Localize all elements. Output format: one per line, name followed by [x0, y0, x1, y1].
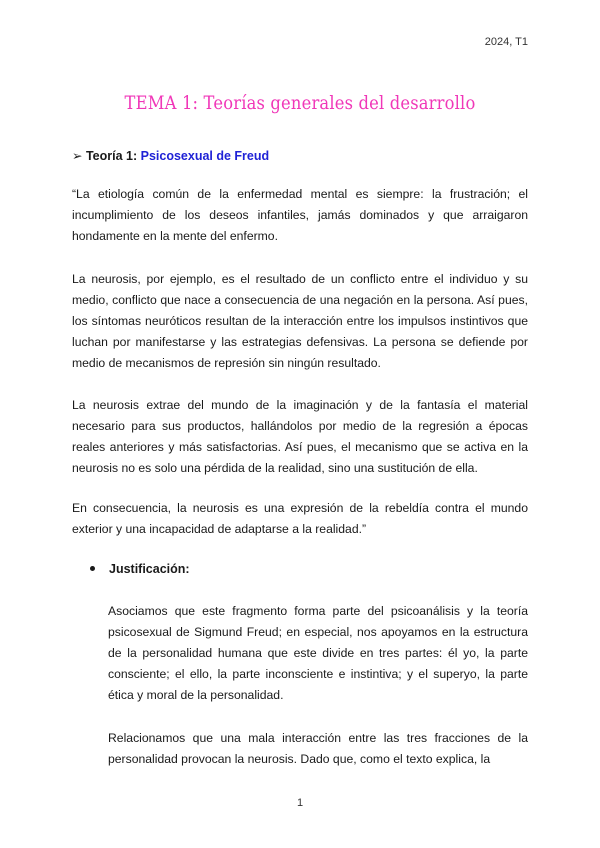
page-title: TEMA 1: Teorías generales del desarrollo [124, 92, 476, 114]
justification-paragraph-1: Asociamos que este fragmento forma parte del psicoanálisis y la teoría psicosexual de Sigmund Freud; en especial, nos apoyamos en la estructura de la personalidad humana que este divide en tres partes: él yo, la parte consciente; el ello, la parte inconsciente e instintiva; y el superyo, la parte ética y moral de la personalidad. [108, 604, 528, 702]
section-heading [72, 148, 269, 163]
quote-paragraph-4: En consecuencia, la neurosis es una expresión de la rebeldía contra el mundo exterior y una incapacidad de adaptarse a la realidad.” [72, 501, 528, 536]
section-label: Teoría 1: [85, 149, 138, 163]
quote-paragraph-2: La neurosis, por ejemplo, es el resultado de un conflicto entre el individuo y su medio, conflicto que nace a consecuencia de una negación en la persona. Así pues, los síntomas neuróticos resultan de la interacción entre los impulsos instintivos que luchan por manifestarse y las estrategias defensivas. La persona se defiende por medio de mecanismos de represión sin ningún resultado. [72, 272, 528, 370]
justification-heading: Justificación: [109, 562, 190, 576]
quote-paragraph-1: “La etiología común de la enfermedad mental es siempre: la frustración; el incumplimiento de los deseos infantiles, jamás dominados y que arraigaron hondamente en la mente del enfermo. [72, 187, 528, 243]
quote-paragraph-3: La neurosis extrae del mundo de la imaginación y de la fantasía el material necesario para sus productos, hallándolos por medio de la regresión a épocas reales anteriores y más satisfactorias. Así pues, el mecanismo que se activa en la neurosis no es solo una pérdida de la realidad, sino una sustitución de ella. [72, 398, 528, 475]
page-number: 1 [296, 797, 304, 809]
bullet-dot-icon [90, 566, 95, 571]
section-subject: Psicosexual de Freud [140, 149, 270, 163]
header-date-code: 2024, T1 [484, 36, 528, 48]
justification-paragraph-2: Relacionamos que una mala interacción entre las tres fracciones de la personalidad provocan la neurosis. Dado que, como el texto explica, la [108, 731, 528, 766]
justification-bullet [90, 562, 190, 576]
arrow-bullet-icon: ➢ [72, 149, 83, 163]
